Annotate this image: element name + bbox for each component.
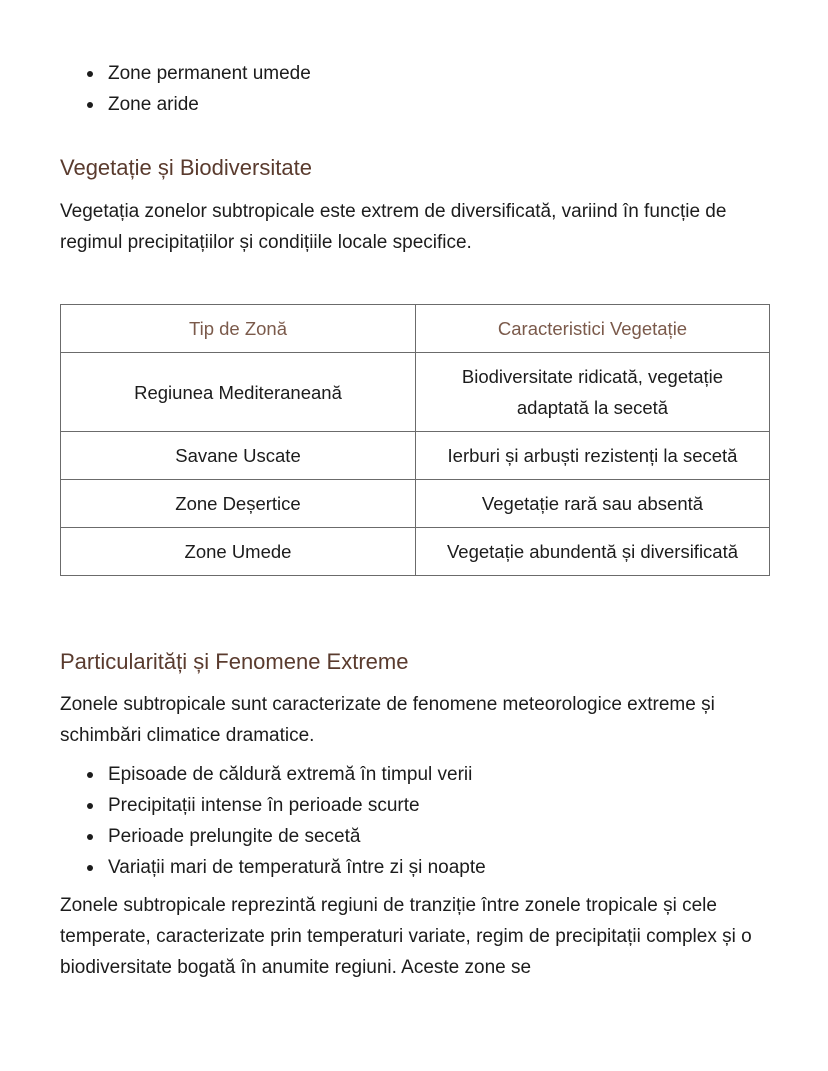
list-item: Variații mari de temperatură între zi și noapte (60, 852, 486, 883)
list-item: Precipitații intense în perioade scurte (60, 790, 486, 821)
list-item: Episoade de căldură extremă în timpul verii (60, 759, 486, 790)
table-cell: Vegetație rară sau absentă (416, 480, 770, 528)
column-header-vegetation: Caracteristici Vegetație (416, 305, 770, 353)
section-heading-vegetation: Vegetație și Biodiversitate (60, 155, 312, 180)
table-header-row (61, 305, 770, 353)
table-cell: Zone Umede (61, 528, 416, 576)
column-header-zone-type: Tip de Zonă (61, 305, 416, 353)
table-cell: Biodiversitate ridicată, vegetație adaptată la secetă (416, 353, 770, 432)
table-row (61, 480, 770, 528)
list-item: Zone aride (60, 89, 311, 120)
vegetation-table (60, 304, 770, 576)
table-cell: Vegetație abundentă și diversificată (416, 528, 770, 576)
extreme-phenomena-list (60, 759, 486, 883)
zone-type-list (60, 58, 311, 120)
section-heading-extremes: Particularități și Fenomene Extreme (60, 649, 409, 674)
table-cell: Zone Deșertice (61, 480, 416, 528)
vegetation-paragraph: Vegetația zonelor subtropicale este extrem de diversificată, variind în funcție de regimul precipitațiilor și condițiile locale specifice. (60, 201, 727, 253)
list-item: Perioade prelungite de secetă (60, 821, 486, 852)
table-cell: Savane Uscate (61, 432, 416, 480)
extremes-paragraph: Zonele subtropicale sunt caracterizate de fenomene meteorologice extreme și schimbări climatice dramatice. (60, 694, 715, 746)
table-row (61, 528, 770, 576)
table-row (61, 353, 770, 432)
table-cell: Regiunea Mediteraneană (61, 353, 416, 432)
list-item: Zone permanent umede (60, 58, 311, 89)
table-row (61, 432, 770, 480)
table-cell: Ierburi și arbuști rezistenți la secetă (416, 432, 770, 480)
closing-paragraph: Zonele subtropicale reprezintă regiuni de tranziție între zonele tropicale și cele temperate, caracterizate prin temperaturi variate, regim de precipitații complex și o biodiversitate bogată în anumite regiuni. Aceste zone se (60, 895, 752, 978)
